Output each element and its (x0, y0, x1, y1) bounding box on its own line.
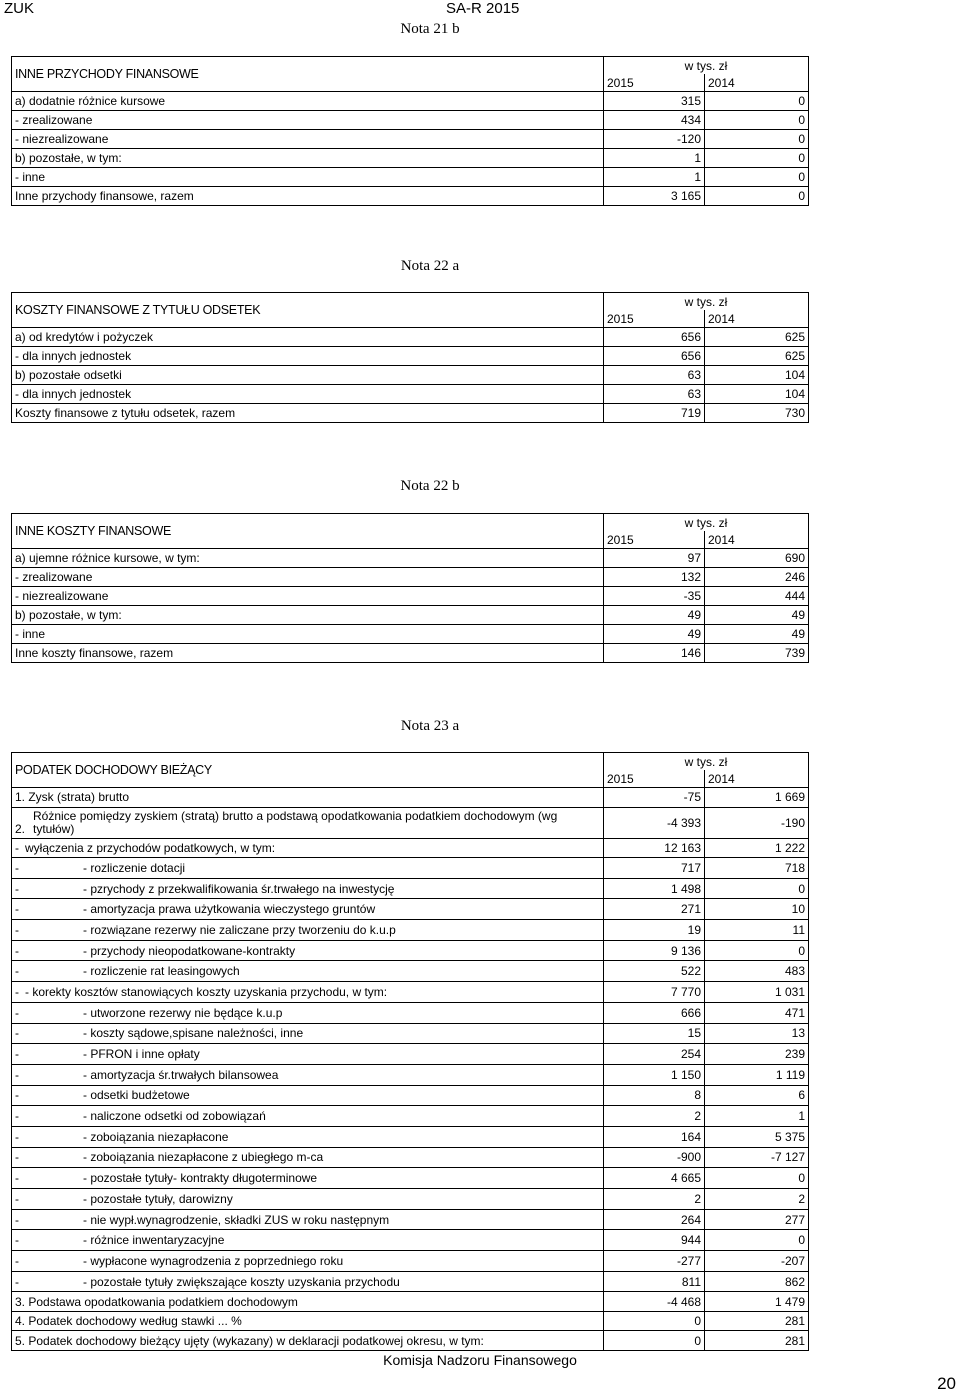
row-label: - pozostałe tytuły, darowizny (83, 1191, 233, 1206)
row-label: b) pozostałe odsetki (12, 366, 604, 385)
value-2014: 0 (705, 1168, 809, 1189)
value-2014: 1 (705, 1106, 809, 1127)
table-row (12, 982, 809, 1003)
table-row (12, 961, 809, 982)
row-label-cell (12, 1271, 604, 1292)
value-2014: 0 (705, 92, 809, 111)
value-2014: 0 (705, 149, 809, 168)
row-label-cell (12, 1168, 604, 1189)
row-label: - pozostałe tytuły- kontrakty długoterminowe (83, 1171, 318, 1186)
value-2014: 862 (705, 1271, 809, 1292)
row-label: - korekty kosztów stanowiących koszty uzyskania przychodu, w tym: (25, 984, 388, 999)
row-prefix: - (15, 1253, 19, 1268)
value-2014: 10 (705, 899, 809, 920)
row-label: - zoboiązania niezapłacone z ubiegłego m-ca (83, 1150, 324, 1165)
row-label: - PFRON i inne opłaty (83, 1047, 200, 1062)
row-label: - utworzone rezerwy nie będące k.u.p (83, 1005, 283, 1020)
value-2014: 281 (705, 1311, 809, 1331)
row-label: 1. Zysk (strata) brutto (15, 790, 130, 805)
table-row (12, 111, 809, 130)
row-label-cell (12, 1106, 604, 1127)
row-label: - przychody nieopodatkowane-kontrakty (83, 943, 296, 958)
table-title: PODATEK DOCHODOWY BIEŻĄCY (12, 753, 604, 788)
value-2015: 0 (604, 1311, 705, 1331)
value-2015: 811 (604, 1271, 705, 1292)
table-title: INNE KOSZTY FINANSOWE (12, 514, 604, 549)
value-2015: 254 (604, 1044, 705, 1065)
row-label: - niezrealizowane (12, 130, 604, 149)
row-label-cell (12, 920, 604, 941)
row-prefix: - (15, 840, 19, 855)
row-label-cell (12, 807, 604, 838)
table-row (12, 92, 809, 111)
value-2015: 0 (604, 1331, 705, 1351)
row-prefix: - (15, 1026, 19, 1041)
row-label: - rozliczenie dotacji (83, 860, 186, 875)
row-label: - zrealizowane (12, 111, 604, 130)
value-2015: 49 (604, 606, 705, 625)
header-left: ZUK (4, 0, 34, 17)
value-2015: 63 (604, 366, 705, 385)
value-2014: -7 127 (705, 1147, 809, 1168)
value-2014: 718 (705, 858, 809, 879)
row-label-cell (12, 961, 604, 982)
value-2015: 15 (604, 1023, 705, 1044)
table-row (12, 1311, 809, 1331)
table-row (12, 1168, 809, 1189)
value-2014: 277 (705, 1209, 809, 1230)
row-label-cell (12, 1230, 604, 1251)
year-2014: 2014 (705, 531, 809, 549)
value-2014: 1 222 (705, 838, 809, 858)
row-label: b) pozostałe, w tym: (12, 606, 604, 625)
row-label: - amortyzacja śr.trwałych bilansowea (83, 1067, 279, 1082)
row-label-cell (12, 1311, 604, 1331)
unit-label: w tys. zł (604, 514, 809, 532)
value-2015: 1 498 (604, 878, 705, 899)
value-2015: -900 (604, 1147, 705, 1168)
row-label-cell (12, 838, 604, 858)
table-row (12, 878, 809, 899)
value-2014: 444 (705, 587, 809, 606)
table-row (12, 1126, 809, 1147)
value-2015: -35 (604, 587, 705, 606)
value-2014: 1 031 (705, 982, 809, 1003)
nota-22a-heading: Nota 22 a (400, 258, 460, 274)
table-row-total (12, 187, 809, 206)
table-row (12, 1147, 809, 1168)
value-2015: 7 770 (604, 982, 705, 1003)
table-row (12, 587, 809, 606)
row-label: - inne (12, 168, 604, 187)
table-row (12, 838, 809, 858)
row-label: - amortyzacja prawa użytkowania wieczystego gruntów (83, 902, 376, 917)
value-2015: -4 393 (604, 807, 705, 838)
table-row (12, 788, 809, 808)
table-row (12, 347, 809, 366)
table-row (12, 940, 809, 961)
table-koszty-finansowe-odsetki (11, 292, 809, 423)
value-2014: -207 (705, 1251, 809, 1272)
year-2015: 2015 (604, 74, 705, 92)
row-label: Inne przychody finansowe, razem (12, 187, 604, 206)
page-number: 20 (937, 1374, 956, 1393)
value-2014: 0 (705, 111, 809, 130)
value-2014: 0 (705, 168, 809, 187)
row-label-cell (12, 1085, 604, 1106)
row-prefix: - (15, 1088, 19, 1103)
row-prefix: 2. (15, 821, 26, 836)
row-label-cell (12, 982, 604, 1003)
row-label: - rozliczenie rat leasingowych (83, 964, 240, 979)
value-2015: 97 (604, 549, 705, 568)
row-label: - rozwiązane rezerwy nie zaliczane przy tworzeniu do k.u.p (83, 922, 396, 937)
table-inne-koszty-finansowe (11, 513, 809, 663)
value-2015: 49 (604, 625, 705, 644)
table-row (12, 1044, 809, 1065)
row-label-cell (12, 1292, 604, 1312)
row-label-cell (12, 1023, 604, 1044)
row-label: 3. Podstawa opodatkowania podatkiem dochodowym (15, 1294, 298, 1309)
nota-22b-heading: Nota 22 b (400, 478, 460, 494)
row-label: Koszty finansowe z tytułu odsetek, razem (12, 404, 604, 423)
value-2015: 12 163 (604, 838, 705, 858)
row-label: Inne koszty finansowe, razem (12, 644, 604, 663)
year-2015: 2015 (604, 310, 705, 328)
value-2015: 132 (604, 568, 705, 587)
value-2015: 3 165 (604, 187, 705, 206)
year-2014: 2014 (705, 310, 809, 328)
row-label-cell (12, 1189, 604, 1210)
table-row (12, 549, 809, 568)
footer: Komisja Nadzoru Finansowego (383, 1352, 577, 1368)
row-prefix: - (15, 1274, 19, 1289)
row-label-cell (12, 1251, 604, 1272)
value-2014: 1 119 (705, 1064, 809, 1085)
value-2014: 5 375 (705, 1126, 809, 1147)
value-2015: 9 136 (604, 940, 705, 961)
value-2014: 281 (705, 1331, 809, 1351)
table-title: KOSZTY FINANSOWE Z TYTUŁU ODSETEK (12, 293, 604, 328)
table-row (12, 385, 809, 404)
value-2014: 690 (705, 549, 809, 568)
table-row (12, 1085, 809, 1106)
value-2014: 13 (705, 1023, 809, 1044)
row-label: - inne (12, 625, 604, 644)
value-2015: 164 (604, 1126, 705, 1147)
table-row-total (12, 404, 809, 423)
value-2014: -190 (705, 807, 809, 838)
value-2015: 434 (604, 111, 705, 130)
row-label: - pzrychody z przekwalifikowania śr.trwałego na inwestycję (83, 881, 395, 896)
table-row (12, 1189, 809, 1210)
row-label: - odsetki budżetowe (83, 1088, 190, 1103)
year-2015: 2015 (604, 531, 705, 549)
row-label: - dla innych jednostek (12, 385, 604, 404)
table-podatek-dochodowy (11, 752, 809, 1351)
row-label: 5. Podatek dochodowy bieżący ujęty (wykazany) w deklaracji podatkowej okresu, w tym: (15, 1333, 484, 1348)
value-2014: 1 669 (705, 788, 809, 808)
value-2014: 0 (705, 187, 809, 206)
value-2014: 11 (705, 920, 809, 941)
row-prefix: - (15, 1109, 19, 1124)
value-2015: 146 (604, 644, 705, 663)
header-right: SA-R 2015 (446, 0, 520, 17)
value-2015: 4 665 (604, 1168, 705, 1189)
value-2014: 730 (705, 404, 809, 423)
value-2015: 522 (604, 961, 705, 982)
row-label: wyłączenia z przychodów podatkowych, w tym: (25, 840, 276, 855)
row-label-cell (12, 1331, 604, 1351)
value-2014: 625 (705, 328, 809, 347)
row-label-cell (12, 1126, 604, 1147)
row-label: - zoboiązania niezapłacone (83, 1129, 229, 1144)
row-label-cell (12, 858, 604, 879)
table-title: INNE PRZYCHODY FINANSOWE (12, 57, 604, 92)
row-prefix: - (15, 1005, 19, 1020)
row-label: - niezrealizowane (12, 587, 604, 606)
value-2015: 944 (604, 1230, 705, 1251)
row-label: b) pozostałe, w tym: (12, 149, 604, 168)
row-label: - nie wypł.wynagrodzenie, składki ZUS w roku następnym (83, 1212, 390, 1227)
value-2014: 739 (705, 644, 809, 663)
value-2015: -75 (604, 788, 705, 808)
table-row (12, 625, 809, 644)
value-2014: 0 (705, 130, 809, 149)
row-label-cell (12, 1147, 604, 1168)
value-2015: 717 (604, 858, 705, 879)
table-row (12, 1106, 809, 1127)
value-2015: 271 (604, 899, 705, 920)
row-prefix: - (15, 1129, 19, 1144)
table-row (12, 1292, 809, 1312)
table-row (12, 1271, 809, 1292)
year-2014: 2014 (705, 770, 809, 788)
table-row (12, 1251, 809, 1272)
row-label: - koszty sądowe,spisane należności, inne (83, 1026, 304, 1041)
value-2014: 2 (705, 1189, 809, 1210)
value-2015: 2 (604, 1106, 705, 1127)
row-label-cell (12, 1002, 604, 1023)
table-row-total (12, 644, 809, 663)
year-2014: 2014 (705, 74, 809, 92)
table-row (12, 899, 809, 920)
table-row (12, 606, 809, 625)
value-2015: 719 (604, 404, 705, 423)
value-2014: 49 (705, 606, 809, 625)
row-prefix: - (15, 984, 19, 999)
value-2015: 1 150 (604, 1064, 705, 1085)
nota-23a-heading: Nota 23 a (400, 718, 460, 734)
value-2015: -277 (604, 1251, 705, 1272)
row-label: a) dodatnie różnice kursowe (12, 92, 604, 111)
value-2014: 483 (705, 961, 809, 982)
row-label: Różnice pomiędzy zyskiem (stratą) brutto a podstawą opodatkowania podatkiem dochodowym (wg tytułów) (33, 808, 558, 836)
table-row (12, 1002, 809, 1023)
table-row (12, 328, 809, 347)
unit-label: w tys. zł (604, 293, 809, 311)
value-2015: 1 (604, 149, 705, 168)
row-label-cell (12, 899, 604, 920)
nota-21b-heading: Nota 21 b (400, 21, 460, 37)
value-2014: 1 479 (705, 1292, 809, 1312)
row-label: - naliczone odsetki od zobowiązań (83, 1109, 266, 1124)
value-2015: -120 (604, 130, 705, 149)
row-prefix: - (15, 1150, 19, 1165)
row-prefix: - (15, 1171, 19, 1186)
value-2015: 666 (604, 1002, 705, 1023)
table-row (12, 1023, 809, 1044)
table-row (12, 1064, 809, 1085)
row-label-cell (12, 1064, 604, 1085)
table-row (12, 1230, 809, 1251)
row-prefix: - (15, 964, 19, 979)
row-label: a) od kredytów i pożyczek (12, 328, 604, 347)
value-2014: 239 (705, 1044, 809, 1065)
value-2015: 19 (604, 920, 705, 941)
row-prefix: - (15, 1191, 19, 1206)
table-row (12, 168, 809, 187)
row-label-cell (12, 1044, 604, 1065)
row-label: a) ujemne różnice kursowe, w tym: (12, 549, 604, 568)
value-2015: 2 (604, 1189, 705, 1210)
value-2015: 8 (604, 1085, 705, 1106)
value-2014: 104 (705, 366, 809, 385)
row-label: - pozostałe tytuły zwiększające koszty uzyskania przychodu (83, 1274, 400, 1289)
row-prefix: - (15, 1047, 19, 1062)
row-prefix: - (15, 943, 19, 958)
table-row (12, 920, 809, 941)
year-2015: 2015 (604, 770, 705, 788)
row-label: - zrealizowane (12, 568, 604, 587)
value-2015: 656 (604, 328, 705, 347)
value-2015: 63 (604, 385, 705, 404)
value-2015: 1 (604, 168, 705, 187)
row-prefix: - (15, 922, 19, 937)
row-prefix: - (15, 1233, 19, 1248)
unit-label: w tys. zł (604, 57, 809, 75)
row-label: - różnice inwentaryzacyjne (83, 1233, 225, 1248)
row-prefix: - (15, 881, 19, 896)
table-row (12, 568, 809, 587)
value-2014: 49 (705, 625, 809, 644)
table-inne-przychody-finansowe (11, 56, 809, 206)
value-2014: 0 (705, 1230, 809, 1251)
row-label: - dla innych jednostek (12, 347, 604, 366)
value-2014: 471 (705, 1002, 809, 1023)
value-2014: 625 (705, 347, 809, 366)
value-2014: 246 (705, 568, 809, 587)
row-label-cell (12, 878, 604, 899)
row-label-cell (12, 940, 604, 961)
table-row (12, 366, 809, 385)
row-prefix: - (15, 1212, 19, 1227)
table-row (12, 858, 809, 879)
value-2015: 656 (604, 347, 705, 366)
value-2014: 104 (705, 385, 809, 404)
value-2015: -4 468 (604, 1292, 705, 1312)
row-label-cell (12, 788, 604, 808)
row-prefix: - (15, 1067, 19, 1082)
unit-label: w tys. zł (604, 753, 809, 771)
row-prefix: - (15, 902, 19, 917)
table-row (12, 1331, 809, 1351)
value-2014: 0 (705, 940, 809, 961)
row-prefix: - (15, 860, 19, 875)
table-row (12, 130, 809, 149)
value-2014: 0 (705, 878, 809, 899)
value-2015: 315 (604, 92, 705, 111)
value-2015: 264 (604, 1209, 705, 1230)
table-row (12, 1209, 809, 1230)
table-row (12, 149, 809, 168)
row-label-cell (12, 1209, 604, 1230)
table-row (12, 807, 809, 838)
row-label: 4. Podatek dochodowy według stawki ... % (15, 1314, 242, 1329)
row-label: - wypłacone wynagrodzenia z poprzedniego roku (83, 1253, 344, 1268)
value-2014: 6 (705, 1085, 809, 1106)
